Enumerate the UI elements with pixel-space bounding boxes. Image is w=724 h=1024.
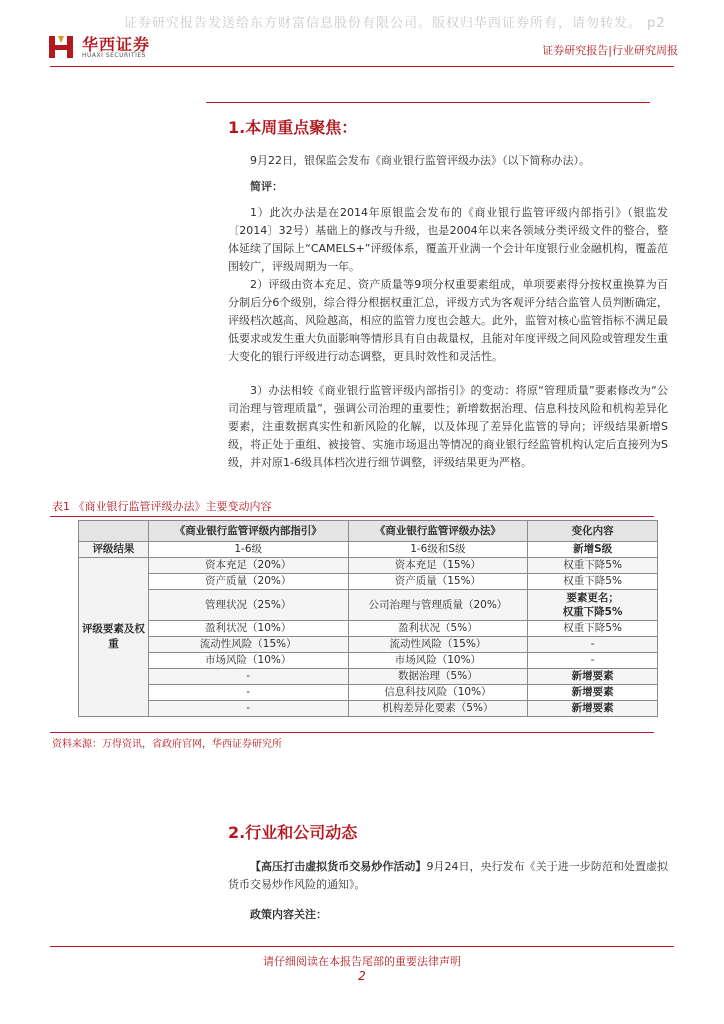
table-cell: 市场风险（10%） [348, 653, 528, 669]
table-cell: 管理状况（25%） [148, 590, 348, 621]
table-cell: 资产质量（20%） [148, 574, 348, 590]
comment-paragraph-2: 2）评级由资本充足、资产质量等9项分权重要素组成，单项要素得分按权重换算为百分制后分6个级别，综合得分根据权重汇总，评级方式为客观评分结合监管人员判断确定，评级档次越高、风险越高，相应的监管力度也会越大。此外，监管对核心监管指标不满足最低要求或发生重大负面影响等情形具有自由裁量权，且能对年度评级之间风险或管理发生重大变化的银行评级进行动态调整，更具时效性和灵活性。 [228, 278, 668, 363]
comment-paragraph-1: 1）此次办法是在2014年原银监会发布的《商业银行监管评级内部指引》（银监发〔2014〕32号）基础上的修改与升级，也是2004年以来各领域分类评级文件的整合，整体延续了国际上“CAMELS+”评级体系，覆盖开业满一个会计年度银行业金融机构，覆盖范围较广，评级周期为一年。 [228, 206, 668, 273]
table-cell: - [528, 637, 658, 653]
table-cell: 数据治理（5%） [348, 669, 528, 685]
table-cell: 资本充足（20%） [148, 558, 348, 574]
logo-english-name: HUAXI SECURITIES [82, 52, 146, 59]
table-header-cell: 《商业银行监管评级内部指引》 [148, 521, 348, 542]
table-caption: 表1 《商业银行监管评级办法》主要变动内容 [52, 500, 272, 513]
news-headline: 【高压打击虚拟货币交易炒作活动】 [250, 860, 427, 873]
table-row [79, 542, 658, 558]
table-row [79, 574, 658, 590]
table-row [79, 653, 658, 669]
policy-label: 政策内容关注： [250, 908, 327, 921]
rating-changes-table [78, 520, 658, 717]
table-header-row [79, 521, 658, 542]
table-cell: - [148, 701, 348, 717]
table-row [79, 637, 658, 653]
table-cell: - [528, 653, 658, 669]
comment-label: 简评： [250, 180, 283, 193]
table-row [79, 669, 658, 685]
table-cell: 流动性风险（15%） [148, 637, 348, 653]
page-number: 2 [358, 969, 366, 983]
row-label-rating-elements: 评级要素及权重 [79, 558, 149, 717]
table-cell: 市场风险（10%） [148, 653, 348, 669]
huaxi-logo [48, 32, 158, 64]
legal-notice: 请仔细阅读在本报告尾部的重要法律声明 [263, 955, 461, 968]
table-cell: 流动性风险（15%） [348, 637, 528, 653]
logo-chinese-name: 华西证券 [82, 35, 151, 54]
table-row [79, 590, 658, 621]
table-cell: 信息科技风险（10%） [348, 685, 528, 701]
row-label-rating-result: 评级结果 [79, 542, 149, 558]
table-bottom-rule [50, 732, 654, 733]
table-cell: 1-6级和S级 [348, 542, 528, 558]
table-cell: 机构差异化要素（5%） [348, 701, 528, 717]
table-cell: 权重下降5% [528, 558, 658, 574]
table-cell: 资产质量（15%） [348, 574, 528, 590]
table-row [79, 621, 658, 637]
watermark-text: 证券研究报告发送给东方财富信息股份有限公司。版权归华西证券所有，请勿转发。 p2 [124, 16, 666, 30]
table-row [79, 685, 658, 701]
section-2-title: 2.行业和公司动态 [228, 823, 358, 842]
table-cell: 公司治理与管理质量（20%） [348, 590, 528, 621]
header-divider [50, 66, 674, 67]
table-cell-rename [528, 590, 658, 621]
table-cell: 新增要素 [528, 685, 658, 701]
table-cell: 新增要素 [528, 701, 658, 717]
comment-paragraph-3: 3）办法相较《商业银行监管评级内部指引》的变动：将原“管理质量”要素修改为“公司治理与管理质量”，强调公司治理的重要性；新增数据治理、信息科技风险和机构差异化要素，注重数据真实性和新风险的化解，以及体现了差异化监管的导向；评级结果新增S级，将正处于重组、被接管、实施市场退出等情况的商业银行经监管机构认定后直接列为S级，并对原1-6级具体档次进行细节调整，评级结果更为严格。 [228, 384, 668, 469]
report-type-tag: 证券研究报告|行业研究周报 [542, 44, 678, 57]
table-cell: 权重下降5% [528, 621, 658, 637]
change-line-1: 要素更名； [566, 592, 619, 604]
table-cell: 资本充足（15%） [348, 558, 528, 574]
table-header-cell: 变化内容 [528, 521, 658, 542]
intro-paragraph: 9月22日，银保监会发布《商业银行监管评级办法》（以下简称办法）。 [250, 154, 590, 167]
table-cell: 1-6级 [148, 542, 348, 558]
table-cell: 盈利状况（10%） [148, 621, 348, 637]
table-source: 资料来源：万得资讯，省政府官网，华西证券研究所 [52, 739, 282, 750]
table-header-cell [79, 521, 149, 542]
news-paragraph [228, 858, 668, 894]
change-line-2: 权重下降5% [562, 606, 623, 618]
table-cell: 权重下降5% [528, 574, 658, 590]
section-1-title: 1.本周重点聚焦： [228, 118, 358, 137]
footer-divider [50, 946, 674, 947]
table-header-cell: 《商业银行监管评级办法》 [348, 521, 528, 542]
table-cell: 盈利状况（5%） [348, 621, 528, 637]
table-cell: - [148, 685, 348, 701]
table-row [79, 701, 658, 717]
table-row [79, 558, 658, 574]
table-top-rule [50, 516, 654, 517]
table-cell: 新增要素 [528, 669, 658, 685]
news-text: 9月24日，央行发布《关于进一步防范和处置虚拟货币交易炒作风险的通知》。 [228, 860, 668, 891]
huaxi-logo-icon [48, 34, 74, 60]
table-cell: 新增S级 [528, 542, 658, 558]
section-divider [206, 102, 650, 103]
table-cell: - [148, 669, 348, 685]
